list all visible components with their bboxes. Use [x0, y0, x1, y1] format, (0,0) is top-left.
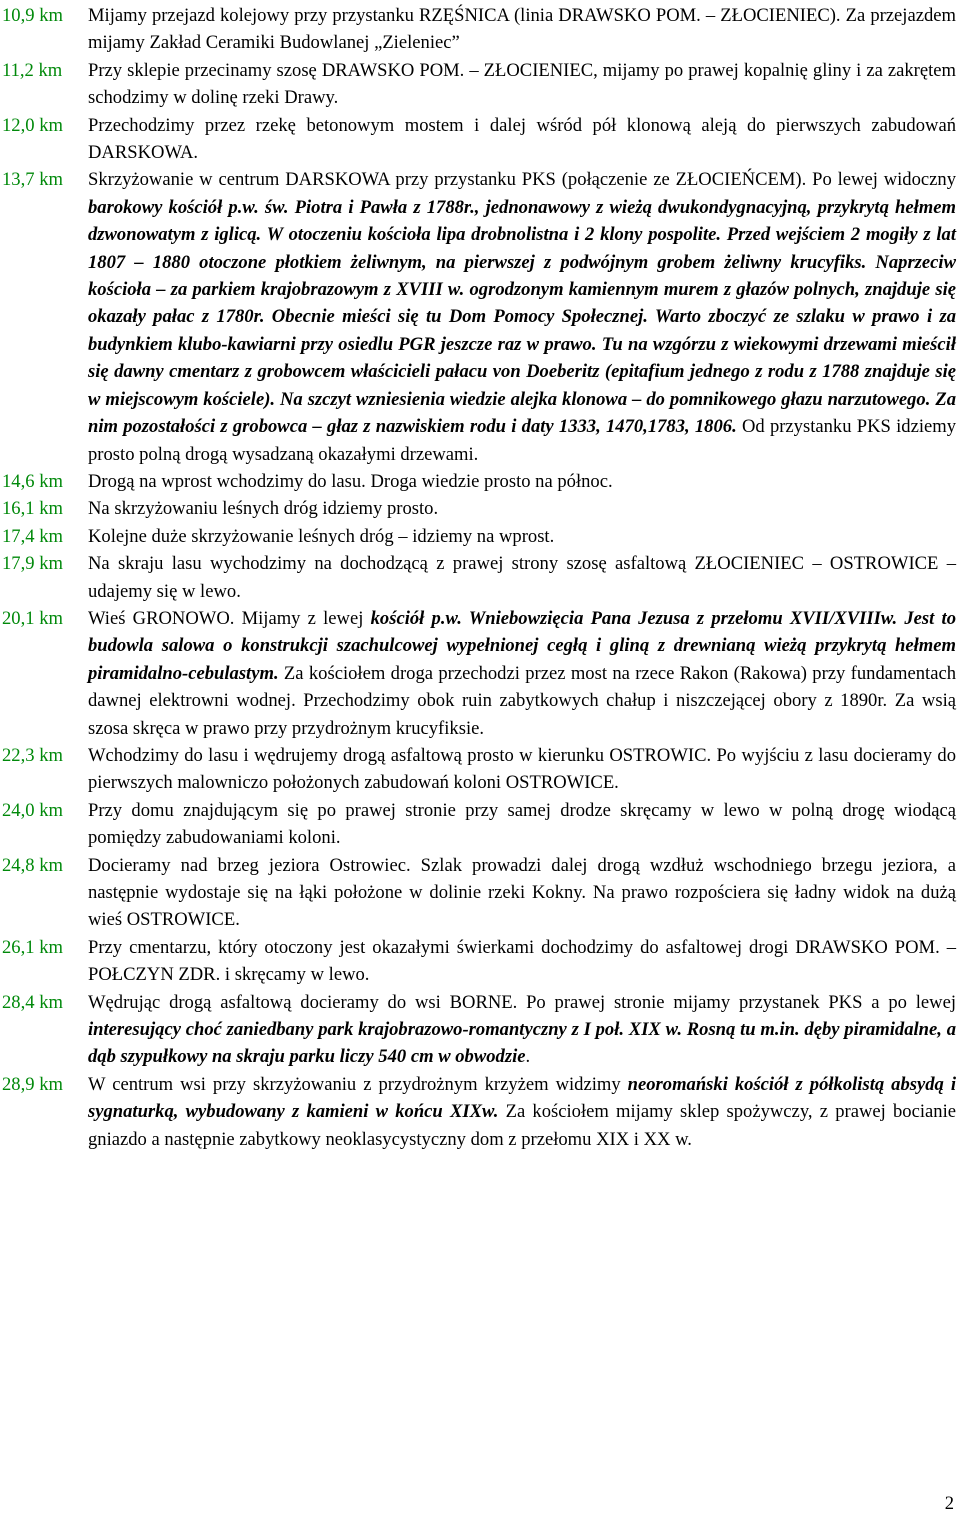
entry-text: [88, 57, 956, 112]
text-segment: Na skraju lasu wychodzimy na dochodzącą z prawej strony szosę asfaltową ZŁOCIENIEC – OSTROWICE – udajemy się w lewo.: [88, 553, 956, 602]
route-entry: [0, 605, 956, 742]
text-segment: Przy cmentarzu, który otoczony jest okazałymi świerkami dochodzimy do asfaltowej drogi DRAWSKO POM. – POŁCZYN ZDR. i skręcamy w lewo.: [88, 936, 956, 986]
route-entry: [0, 57, 956, 112]
entry-text: [88, 495, 956, 522]
text-segment: Drogą na wprost wchodzimy do lasu. Droga wiedzie prosto na północ.: [88, 470, 613, 492]
entry-text: [88, 742, 956, 797]
highlighted-text: , jednonawowy z wieżą dwukondygnacyjną, przykrytą hełmem dzwonowatym z iglicą. W otoczeniu kościoła lipa drobnolistna i 2 klony pospolite. Przed wejściem 2 mogiły z lat 1807 – 1880 otoczone płotkiem żeliwnym, na pierwszej z podwójnym grobem żeliwny krucyfiks. Naprzeciw kościoła – za parkiem krajobrazowym z XVIII w. ogrodzonym kamiennym murem z głazów polnych, znajduje się okazały pałac z 1780r. Obecnie mieści się tu Dom Pomocy Społecznej. Warto zboczyć ze szlaku w prawo i za budynkiem klubo-kawiarni przy osiedlu PGR jeszcze raz w prawo. Tu na wzgórzu z wiekowymi drzewami mieścił się dawny cmentarz z grobowcem właścicieli pałacu von Doeberitz (epitafium jednego z rodu z 1788 znajduje się w miejscowym kościele). Na szczyt wzniesienia wiedzie alejka klonowa – do pomnikowego głazu narzutowego. Za nim pozostałości z grobowca – głaz z nazwiskiem rodu i daty 1333, 1470,1783, 1806.: [88, 196, 956, 438]
distance-marker: 16,1 km: [2, 498, 63, 520]
text-segment: Przy sklepie przecinamy szosę DRAWSKO POM. – ZŁOCIENIEC, mijamy po prawej kopalnię gliny i za zakrętem schodzimy w dolinę rzeki Drawy.: [88, 59, 956, 109]
text-segment: Na skrzyżowaniu leśnych dróg idziemy prosto.: [88, 498, 439, 520]
entry-text: [88, 523, 956, 550]
route-entry: [0, 495, 956, 522]
route-entry: [0, 468, 956, 495]
text-segment: Przechodzimy przez rzekę betonowym mostem i dalej wśród pół klonową aleją do pierwszych zabudowań DARSKOWA.: [88, 114, 956, 164]
route-entry: [0, 1071, 956, 1153]
distance-marker: 12,0 km: [2, 114, 63, 136]
distance-marker: 10,9 km: [2, 5, 63, 26]
distance-marker: 11,2 km: [2, 59, 63, 81]
distance-marker: 17,9 km: [2, 553, 63, 575]
entry-text: [88, 468, 956, 495]
text-segment: Skrzyżowanie w centrum DARSKOWA przy przystanku PKS (połączenie ze ZŁOCIEŃCEM). Po lewej widoczny: [88, 169, 956, 191]
text-segment: Za kościołem mijamy sklep spożywczy, z prawej bocianie gniazdo a następnie zabytkowy neoklasycystyczny dom z przełomu XIX i XX w.: [88, 1101, 956, 1150]
entry-text: [88, 550, 956, 605]
entry-text: [88, 797, 956, 852]
text-segment: Za kościołem droga przechodzi przez most na rzece Rakon (Rakowa) przy fundamentach dawnej elektrowni wodnej. Przechodzimy obok ruin zabytkowych chałup i niszczejącej obory z 1890r. Za wsią szosa skręca w prawo przy przydrożnym krucyfiksie.: [88, 662, 956, 739]
text-segment: Przy domu znajdującym się po prawej stronie przy samej drodze skręcamy w lewo w polną drogę wiodącą pomiędzy zabudowaniami koloni.: [88, 799, 956, 849]
entry-text: [88, 852, 956, 934]
route-description: [0, 2, 956, 1153]
distance-marker: 22,3 km: [2, 744, 63, 766]
entry-text: [88, 605, 956, 742]
route-entry: [0, 523, 956, 550]
distance-marker: 24,0 km: [2, 799, 63, 821]
text-segment: Wieś GRONOWO. Mijamy z lewej: [88, 607, 371, 629]
distance-marker: 28,4 km: [2, 991, 63, 1013]
route-entry: [0, 797, 956, 852]
entry-text: [88, 934, 956, 989]
entry-text: [88, 989, 956, 1071]
route-entry: [0, 742, 956, 797]
highlighted-text: barokowy kościół p.w. św. Piotra i Pawła z 1788r.: [88, 196, 475, 218]
distance-marker: 26,1 km: [2, 936, 63, 958]
entry-text: [88, 112, 956, 167]
highlighted-text: interesujący choć zaniedbany park krajobrazowo-romantyczny z I poł. XIX w. Rosną tu m.in. dęby piramidalne, a dąb szypułkowy na skraju parku liczy 540 cm w obwodzie: [88, 1019, 956, 1068]
route-entry: [0, 112, 956, 167]
highlighted-text: neoromański kościół z półkolistą absydą i sygnaturką, wybudowany z kamieni w końcu XIXw.: [88, 1073, 956, 1123]
distance-marker: 13,7 km: [2, 169, 63, 191]
route-entry: [0, 166, 956, 467]
route-entry: [0, 934, 956, 989]
distance-marker: 14,6 km: [2, 470, 63, 492]
distance-marker: 17,4 km: [2, 525, 63, 547]
highlighted-text: kościół p.w. Wniebowzięcia Pana Jezusa z przełomu XVII/XVIIIw. Jest to budowla salowa o konstrukcji szachulcowej wypełnionej cegłą i gliną z drewnianą wieżą przykrytą hełmem piramidalno-cebulastym.: [88, 607, 956, 684]
entry-text: [88, 166, 956, 467]
distance-marker: 28,9 km: [2, 1073, 63, 1095]
route-entry: [0, 852, 956, 934]
entry-text: [88, 2, 956, 57]
route-entry: [0, 2, 956, 57]
text-segment: Od przystanku PKS idziemy prosto polną drogą wysadzaną okazałymi drzewami.: [88, 416, 957, 465]
text-segment: .: [525, 1046, 531, 1068]
text-segment: W centrum wsi przy skrzyżowaniu z przydrożnym krzyżem widzimy: [88, 1073, 628, 1095]
text-segment: Kolejne duże skrzyżowanie leśnych dróg – idziemy na wprost.: [88, 525, 555, 547]
route-entry: [0, 989, 956, 1071]
text-segment: Mijamy przejazd kolejowy przy przystanku RZĘŚNICA (linia DRAWSKO POM. – ZŁOCIENIEC). Za przejazdem mijamy Zakład Ceramiki Budowlanej „Zieleniec”: [88, 5, 956, 54]
text-segment: Wchodzimy do lasu i wędrujemy drogą asfaltową prosto w kierunku OSTROWIC. Po wyjściu z lasu docieramy do pierwszych malowniczo położonych zabudowań koloni OSTROWICE.: [88, 744, 956, 794]
text-segment: Docieramy nad brzeg jeziora Ostrowiec. Szlak prowadzi dalej drogą wzdłuż wschodniego brzegu jeziora, a następnie wydostaje się na łąki położone w dolinie rzeki Kokny. Na prawo rozpościera się ładny widok na dużą wieś OSTROWICE.: [88, 854, 956, 931]
route-entry: [0, 550, 956, 605]
distance-marker: 24,8 km: [2, 854, 63, 876]
page-number: 2: [944, 1493, 954, 1514]
text-segment: Wędrując drogą asfaltową docieramy do wsi BORNE. Po prawej stronie mijamy przystanek PKS a po lewej: [88, 991, 956, 1013]
distance-marker: 20,1 km: [2, 607, 63, 629]
entry-text: [88, 1071, 956, 1153]
